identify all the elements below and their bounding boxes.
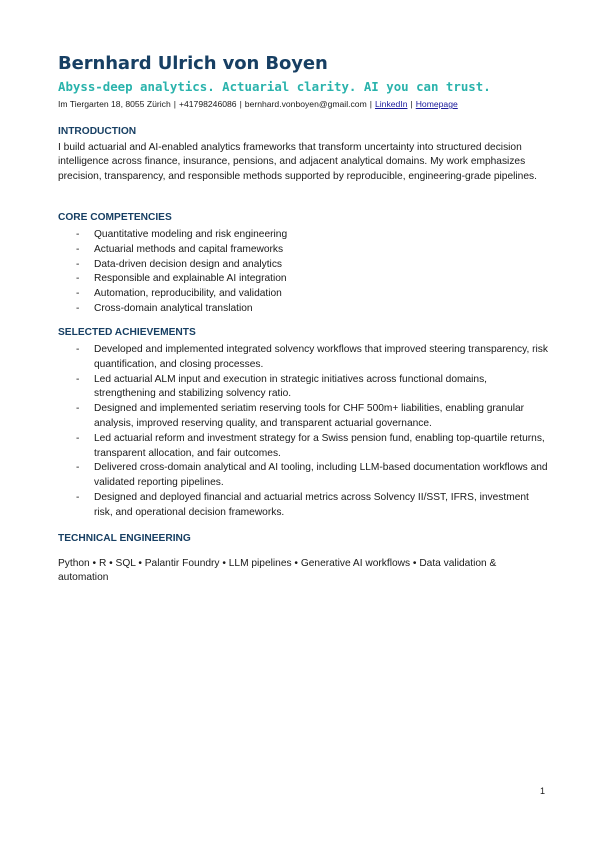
achievement-text: Developed and implemented integrated solvency workflows that improved steering transparency, risk quantification, and closing processes. xyxy=(94,344,548,370)
list-item xyxy=(58,228,548,243)
dash-bullet: - xyxy=(76,491,80,503)
candidate-name: Bernhard Ulrich von Boyen xyxy=(58,53,328,74)
list-item xyxy=(58,302,548,317)
competency-text: Cross-domain analytical translation xyxy=(94,302,253,314)
achievement-text: Delivered cross-domain analytical and AI tooling, including LLM-based documentation workflows and validated reporting pipelines. xyxy=(94,462,548,489)
competency-text: Responsible and explainable AI integration xyxy=(94,273,287,285)
dash-bullet: - xyxy=(76,344,80,355)
list-item xyxy=(58,461,548,491)
competencies-section xyxy=(58,211,548,317)
list-item xyxy=(58,243,548,258)
separator: | xyxy=(239,99,242,109)
phone: +41798246086 xyxy=(178,99,237,109)
achievement-text: Led actuarial reform and investment strategy for a Swiss pension fund, enabling top-quartile returns, transparent allocation, and fair outcomes. xyxy=(94,432,545,459)
separator: | xyxy=(369,99,372,109)
introduction-heading: INTRODUCTION xyxy=(58,126,137,137)
introduction-section xyxy=(58,125,548,184)
introduction-text: I build actuarial and AI-enabled analytics frameworks that transform uncertainty into structured decision intelligence across finance, insurance, pensions, and adjacent analytical domains. My work emphasizes precision, transparency, and responsible methods supported by reproducible, engineering-grade pipelines. xyxy=(58,142,537,182)
achievement-text: Designed and implemented seriatim reserving tools for CHF 500m+ liabilities, enabling granular analysis, improved reserving quality, and transparent actuarial governance. xyxy=(94,403,525,429)
achievements-list xyxy=(58,343,548,521)
competencies-list xyxy=(58,228,548,317)
list-item xyxy=(58,258,548,273)
dash-bullet: - xyxy=(76,432,80,444)
linkedin-link[interactable]: LinkedIn xyxy=(374,99,408,109)
competency-text: Quantitative modeling and risk engineering xyxy=(94,229,288,240)
dash-bullet: - xyxy=(76,243,80,255)
achievement-text: Led actuarial ALM input and execution in strategic initiatives across functional domains, strengthening and stabilizing solvency ratio. xyxy=(94,373,488,400)
list-item xyxy=(58,373,548,403)
list-item xyxy=(58,432,548,462)
list-item xyxy=(58,343,548,373)
resume-page xyxy=(58,52,548,584)
dash-bullet: - xyxy=(76,462,80,474)
dash-bullet: - xyxy=(76,273,80,285)
list-item xyxy=(58,402,548,432)
homepage-link[interactable]: Homepage xyxy=(415,99,458,109)
dash-bullet: - xyxy=(76,403,80,415)
contact-line xyxy=(58,98,548,110)
competency-text: Automation, reproducibility, and validation xyxy=(94,288,282,300)
competencies-heading: CORE COMPETENCIES xyxy=(58,212,172,223)
list-item xyxy=(58,491,548,521)
dash-bullet: - xyxy=(76,288,80,300)
page-number: 1 xyxy=(540,786,546,796)
dash-bullet: - xyxy=(76,302,80,314)
list-item xyxy=(58,287,548,302)
competency-text: Actuarial methods and capital frameworks xyxy=(94,243,284,255)
competency-text: Data-driven decision design and analytics xyxy=(94,258,283,270)
tagline: Abyss-deep analytics. Actuarial clarity. AI you can trust. xyxy=(58,79,491,94)
separator: | xyxy=(410,99,413,109)
technical-heading: TECHNICAL ENGINEERING xyxy=(58,533,191,544)
dash-bullet: - xyxy=(76,258,80,270)
achievements-heading: SELECTED ACHIEVEMENTS xyxy=(58,327,196,338)
address: Im Tiergarten 18, 8055 Zürich xyxy=(58,99,171,109)
separator: | xyxy=(173,99,176,109)
list-item xyxy=(58,272,548,287)
email: bernhard.vonboyen@gmail.com xyxy=(244,99,367,109)
dash-bullet: - xyxy=(76,373,80,385)
achievements-section xyxy=(58,326,548,521)
dash-bullet: - xyxy=(76,229,80,240)
technical-text: Python • R • SQL • Palantir Foundry • LLM pipelines • Generative AI workflows • Data validation & automation xyxy=(58,558,497,584)
technical-section xyxy=(58,532,548,586)
achievement-text: Designed and deployed financial and actuarial metrics across Solvency II/SST, IFRS, investment risk, and operational decision frameworks. xyxy=(94,491,529,518)
